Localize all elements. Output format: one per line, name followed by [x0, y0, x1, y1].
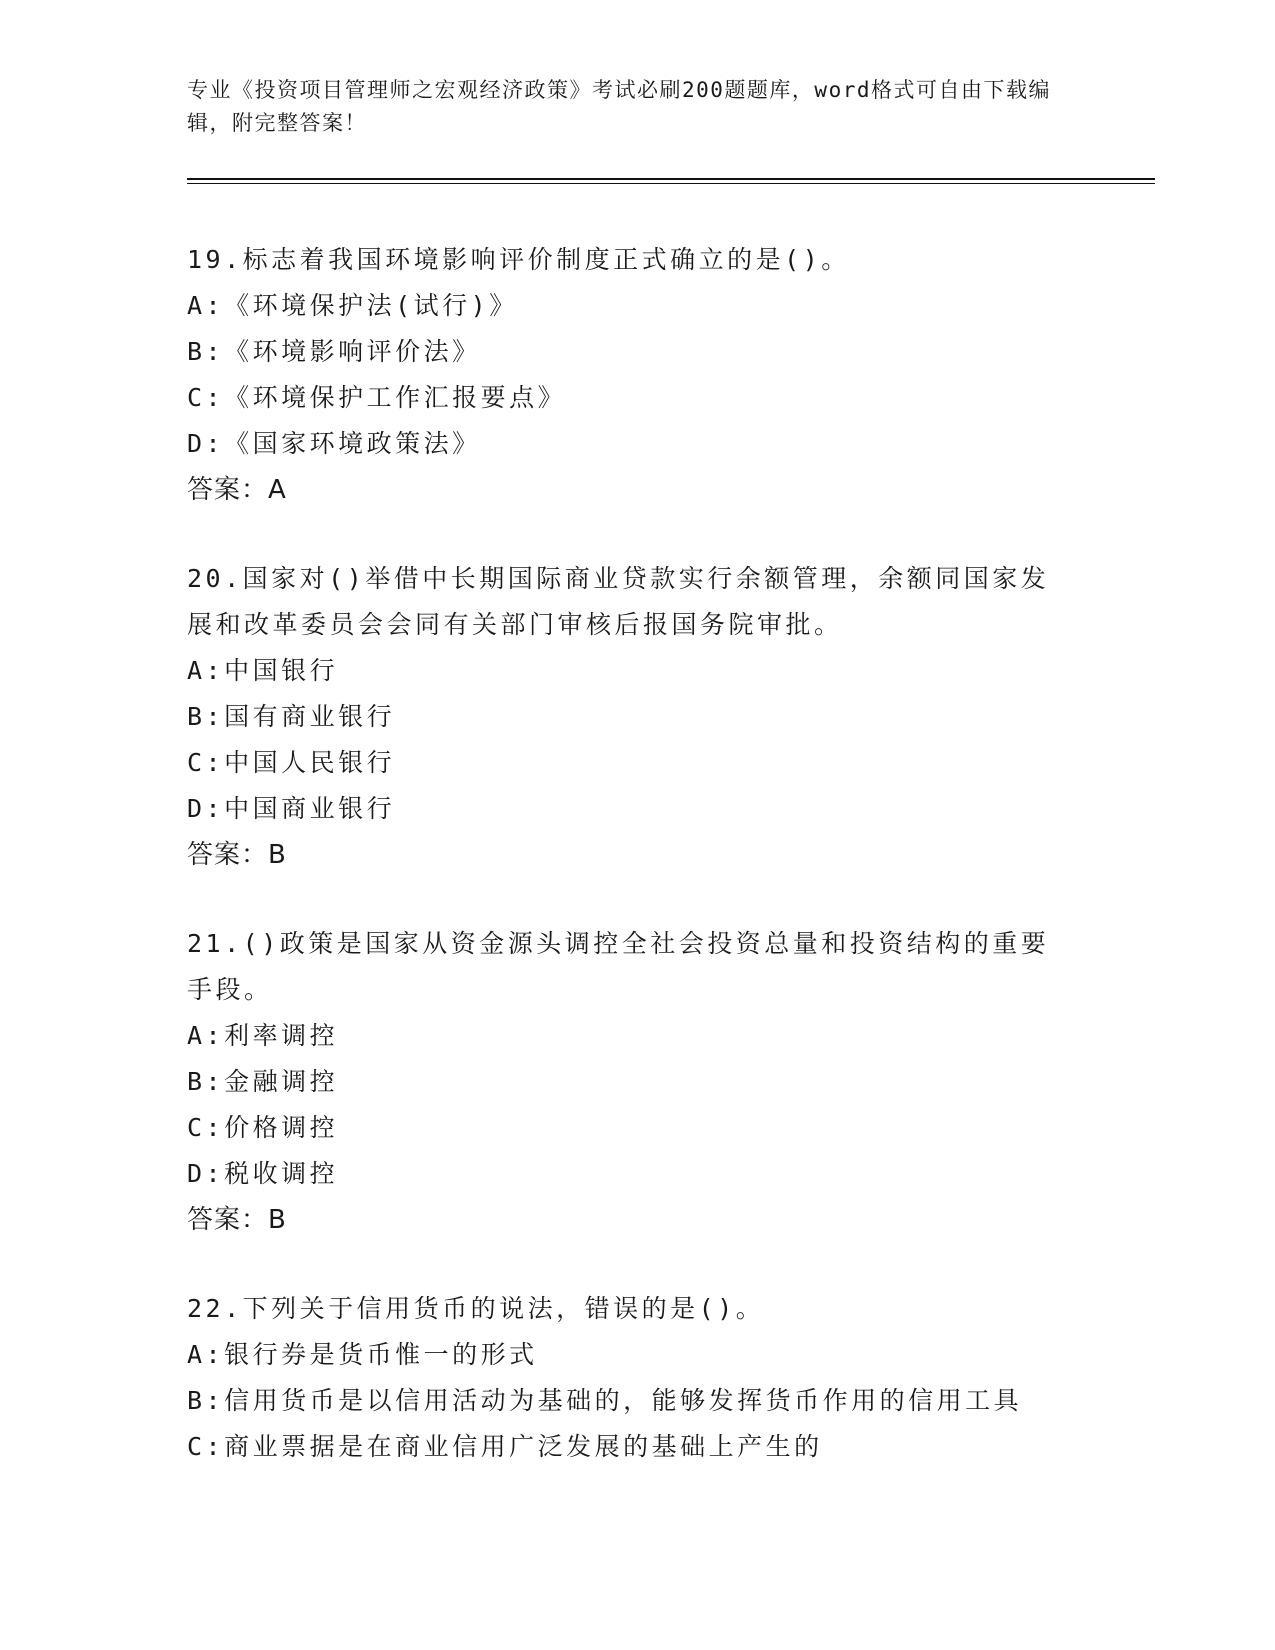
- question-stem: 22.下列关于信用货币的说法，错误的是()。: [187, 1294, 765, 1323]
- option-a: A:《环境保护法(试行)》: [187, 291, 518, 320]
- question-22: [187, 1286, 1077, 1470]
- question-19: [187, 237, 1077, 513]
- option-b: B:《环境影响评价法》: [187, 337, 481, 366]
- option-b: B:金融调控: [187, 1067, 339, 1096]
- option-a: A:银行券是货币惟一的形式: [187, 1340, 538, 1369]
- option-c: C:价格调控: [187, 1113, 339, 1142]
- question-stem: 20.国家对()举借中长期国际商业贷款实行余额管理，余额同国家发展和改革委员会会同有关部门审核后报国务院审批。: [187, 564, 1050, 639]
- option-b: B:国有商业银行: [187, 702, 396, 731]
- question-list: [187, 237, 1077, 1513]
- header-divider-thin: [187, 183, 1155, 184]
- option-b: B:信用货币是以信用活动为基础的，能够发挥货币作用的信用工具: [187, 1386, 1023, 1415]
- option-c: C:商业票据是在商业信用广泛发展的基础上产生的: [187, 1432, 823, 1461]
- question-20: [187, 556, 1077, 878]
- question-stem: 19.标志着我国环境影响评价制度正式确立的是()。: [187, 245, 850, 274]
- option-a: A:中国银行: [187, 656, 339, 685]
- answer-text: 答案：B: [187, 840, 287, 870]
- option-c: C:中国人民银行: [187, 748, 396, 777]
- option-a: A:利率调控: [187, 1021, 339, 1050]
- header-divider-thick: [187, 178, 1155, 180]
- option-d: D:中国商业银行: [187, 794, 396, 823]
- answer-text: 答案：B: [187, 1205, 287, 1235]
- question-21: [187, 921, 1077, 1243]
- option-c: C:《环境保护工作汇报要点》: [187, 383, 567, 412]
- question-stem: 21.()政策是国家从资金源头调控全社会投资总量和投资结构的重要手段。: [187, 929, 1050, 1004]
- document-header: 专业《投资项目管理师之宏观经济政策》考试必刷200题题库，word格式可自由下载编辑，附完整答案！: [187, 78, 1051, 135]
- option-d: D:《国家环境政策法》: [187, 429, 481, 458]
- option-d: D:税收调控: [187, 1159, 339, 1188]
- answer-text: 答案：A: [187, 475, 287, 505]
